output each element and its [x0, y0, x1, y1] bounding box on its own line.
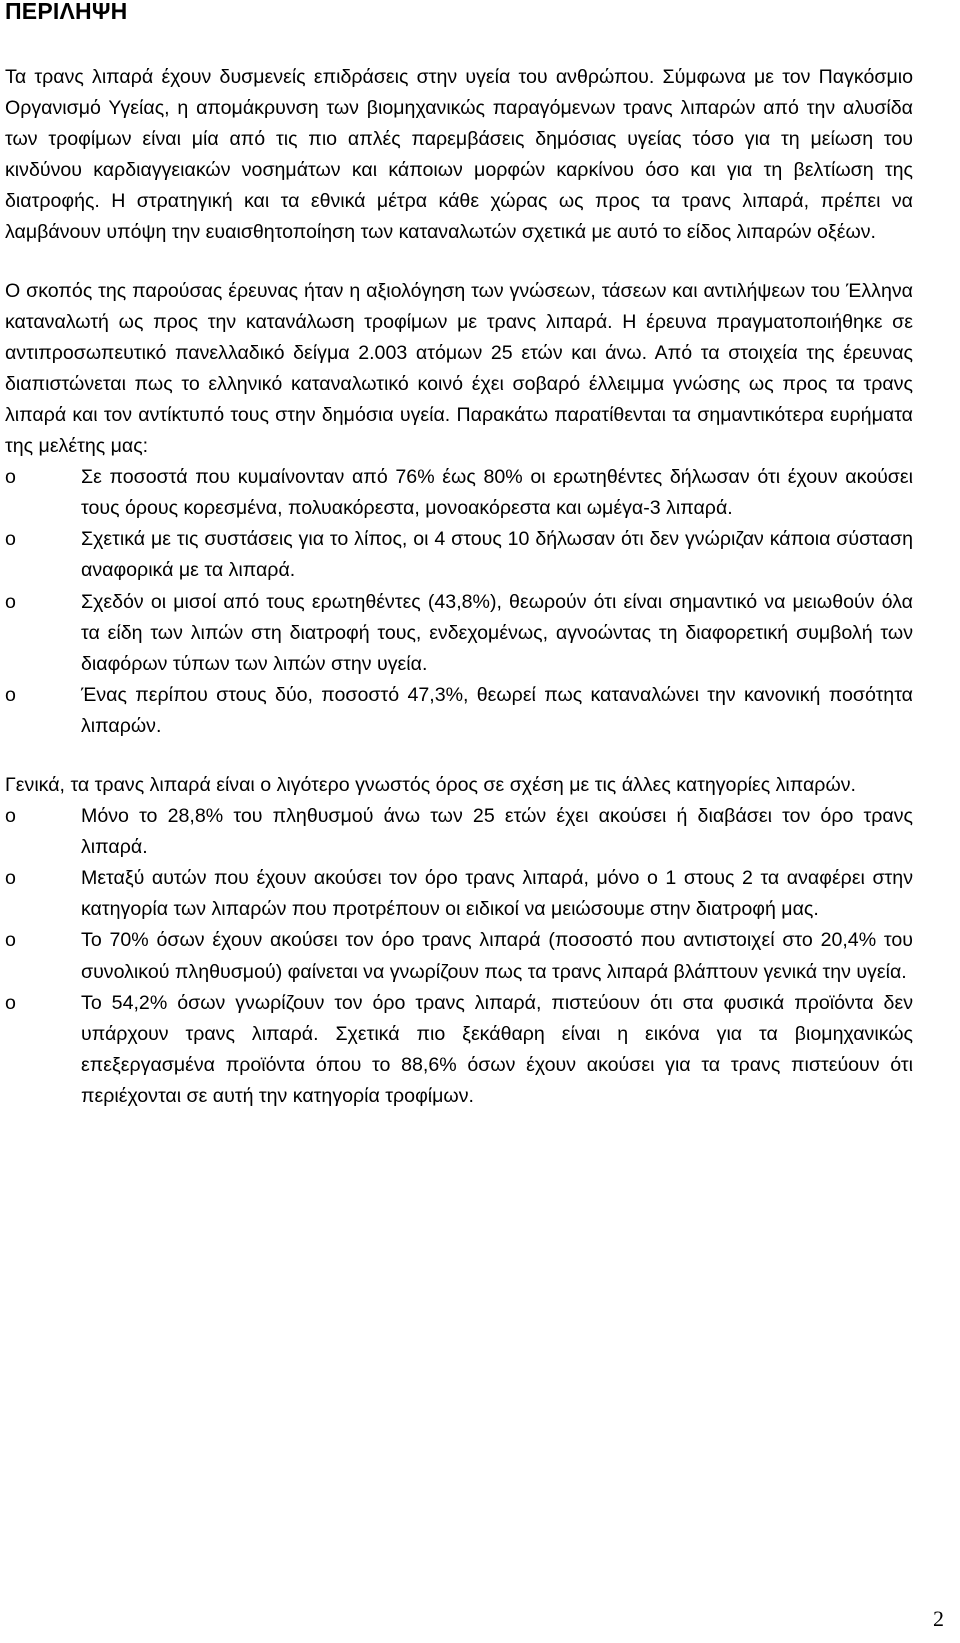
bullet-marker-icon: o: [5, 929, 16, 952]
bullet-marker-icon: o: [5, 683, 16, 706]
bullet-marker-icon: o: [5, 528, 16, 551]
list-item-text: Σχετικά με τις συστάσεις για το λίπος, οι 4 στους 10 δήλωσαν ότι δεν γνώριζαν κάποια σύσταση αναφορικά με τα λιπαρά.: [81, 528, 913, 582]
bullet-marker-icon: o: [5, 805, 16, 828]
document-page: [5, 0, 913, 1112]
list-item-text: Το 70% όσων έχουν ακούσει τον όρο τρανς λιπαρά (ποσοστό που αντιστοιχεί στο 20,4% του συνολικού πληθυσμού) φαίνεται να γνωρίζουν πως τα τρανς λιπαρά βλάπτουν γενικά την υγεία.: [81, 929, 913, 983]
bullet-marker-icon: o: [5, 867, 16, 890]
summary-paragraph: Γενικά, τα τρανς λιπαρά είναι ο λιγότερο γνωστός όρος σε σχέση με τις άλλες κατηγορίες λιπαρών.: [5, 773, 856, 796]
study-paragraph: Ο σκοπός της παρούσας έρευνας ήταν η αξιολόγηση των γνώσεων, τάσεων και αντιλήψεων του Έλληνα καταναλωτή ως προς την κατανάλωση τροφίμων με τρανς λιπαρά. Η έρευνα πραγματοποιήθηκε σε αντιπροσωπευτικό πανελλαδικό δείγμα 2.003 ατόμων 25 ετών και άνω. Από τα στοιχεία της έρευνας διαπιστώνεται πως το ελληνικό καταναλωτικό κοινό έχει σοβαρό έλλειμμα γνώσης ως προς τα τρανς λιπαρά και τον αντίκτυπό τους στην δημόσια υγεία. Παρακάτω παρατίθενται τα σημαντικότερα ευρήματα της μελέτης μας:: [5, 279, 913, 458]
list-item: [5, 863, 913, 925]
page-number: 2: [933, 1606, 944, 1631]
findings-list: [5, 462, 913, 742]
section-heading: ΠΕΡΙΛΗΨΗ: [5, 0, 128, 24]
list-item: [5, 587, 913, 680]
bullet-marker-icon: o: [5, 991, 16, 1014]
list-item-text: Μεταξύ αυτών που έχουν ακούσει τον όρο τρανς λιπαρά, μόνο ο 1 στους 2 τα αναφέρει στην κατηγορία των λιπαρών που προτρέπουν οι ειδικοί να μειώσουμε στην διατροφή μας.: [81, 867, 913, 921]
list-item: [5, 680, 913, 742]
list-item: [5, 524, 913, 586]
list-item: [5, 925, 913, 987]
list-item-text: Ένας περίπου στους δύο, ποσοστό 47,3%, θεωρεί πως καταναλώνει την κανονική ποσότητα λιπαρών.: [81, 683, 913, 737]
list-item-text: Το 54,2% όσων γνωρίζουν τον όρο τρανς λιπαρά, πιστεύουν ότι στα φυσικά προϊόντα δεν υπάρχουν τρανς λιπαρά. Σχετικά πιο ξεκάθαρη είναι η εικόνα για τα βιομηχανικώς επεξεργασμένα προϊόντα όπου το 88,6% όσων έχουν ακούσει για τα τρανς πιστεύουν ότι περιέχονται σε αυτή την κατηγορία τροφίμων.: [81, 991, 913, 1107]
list-item: [5, 801, 913, 863]
awareness-list: [5, 801, 913, 1112]
bullet-marker-icon: o: [5, 466, 16, 489]
list-item: [5, 462, 913, 524]
list-item-text: Μόνο το 28,8% του πληθυσμού άνω των 25 ετών έχει ακούσει ή διαβάσει τον όρο τρανς λιπαρά.: [81, 805, 913, 859]
list-item: [5, 988, 913, 1112]
bullet-marker-icon: o: [5, 590, 16, 613]
list-item-text: Σχεδόν οι μισοί από τους ερωτηθέντες (43,8%), θεωρούν ότι είναι σημαντικό να μειωθούν όλα τα είδη των λιπών στη διατροφή τους, ενδεχομένως, αγνοώντας τη διαφορετική συμβολή των διαφόρων τύπων των λιπών στην υγεία.: [81, 590, 913, 675]
intro-paragraph: Τα τρανς λιπαρά έχουν δυσμενείς επιδράσεις στην υγεία του ανθρώπου. Σύμφωνα με τον Παγκόσμιο Οργανισμό Υγείας, η απομάκρυνση των βιομηχανικώς παραγόμενων τρανς λιπαρών από την αλυσίδα των τροφίμων είναι μία από τις πιο απλές παρεμβάσεις δημόσιας υγείας τόσο για τη μείωση του κινδύνου καρδιαγγειακών νοσημάτων και κάποιων μορφών καρκίνου όσο και για τη βελτίωση της διατροφής. Η στρατηγική και τα εθνικά μέτρα κάθε χώρας ως προς τα τρανς λιπαρά, πρέπει να λαμβάνουν υπόψη την ευαισθητοποίηση των καταναλωτών σχετικά με αυτό το είδος λιπαρών οξέων.: [5, 66, 913, 244]
list-item-text: Σε ποσοστά που κυμαίνονταν από 76% έως 80% οι ερωτηθέντες δήλωσαν ότι έχουν ακούσει τους όρους κορεσμένα, πολυακόρεστα, μονοακόρεστα και ωμέγα-3 λιπαρά.: [81, 466, 913, 520]
